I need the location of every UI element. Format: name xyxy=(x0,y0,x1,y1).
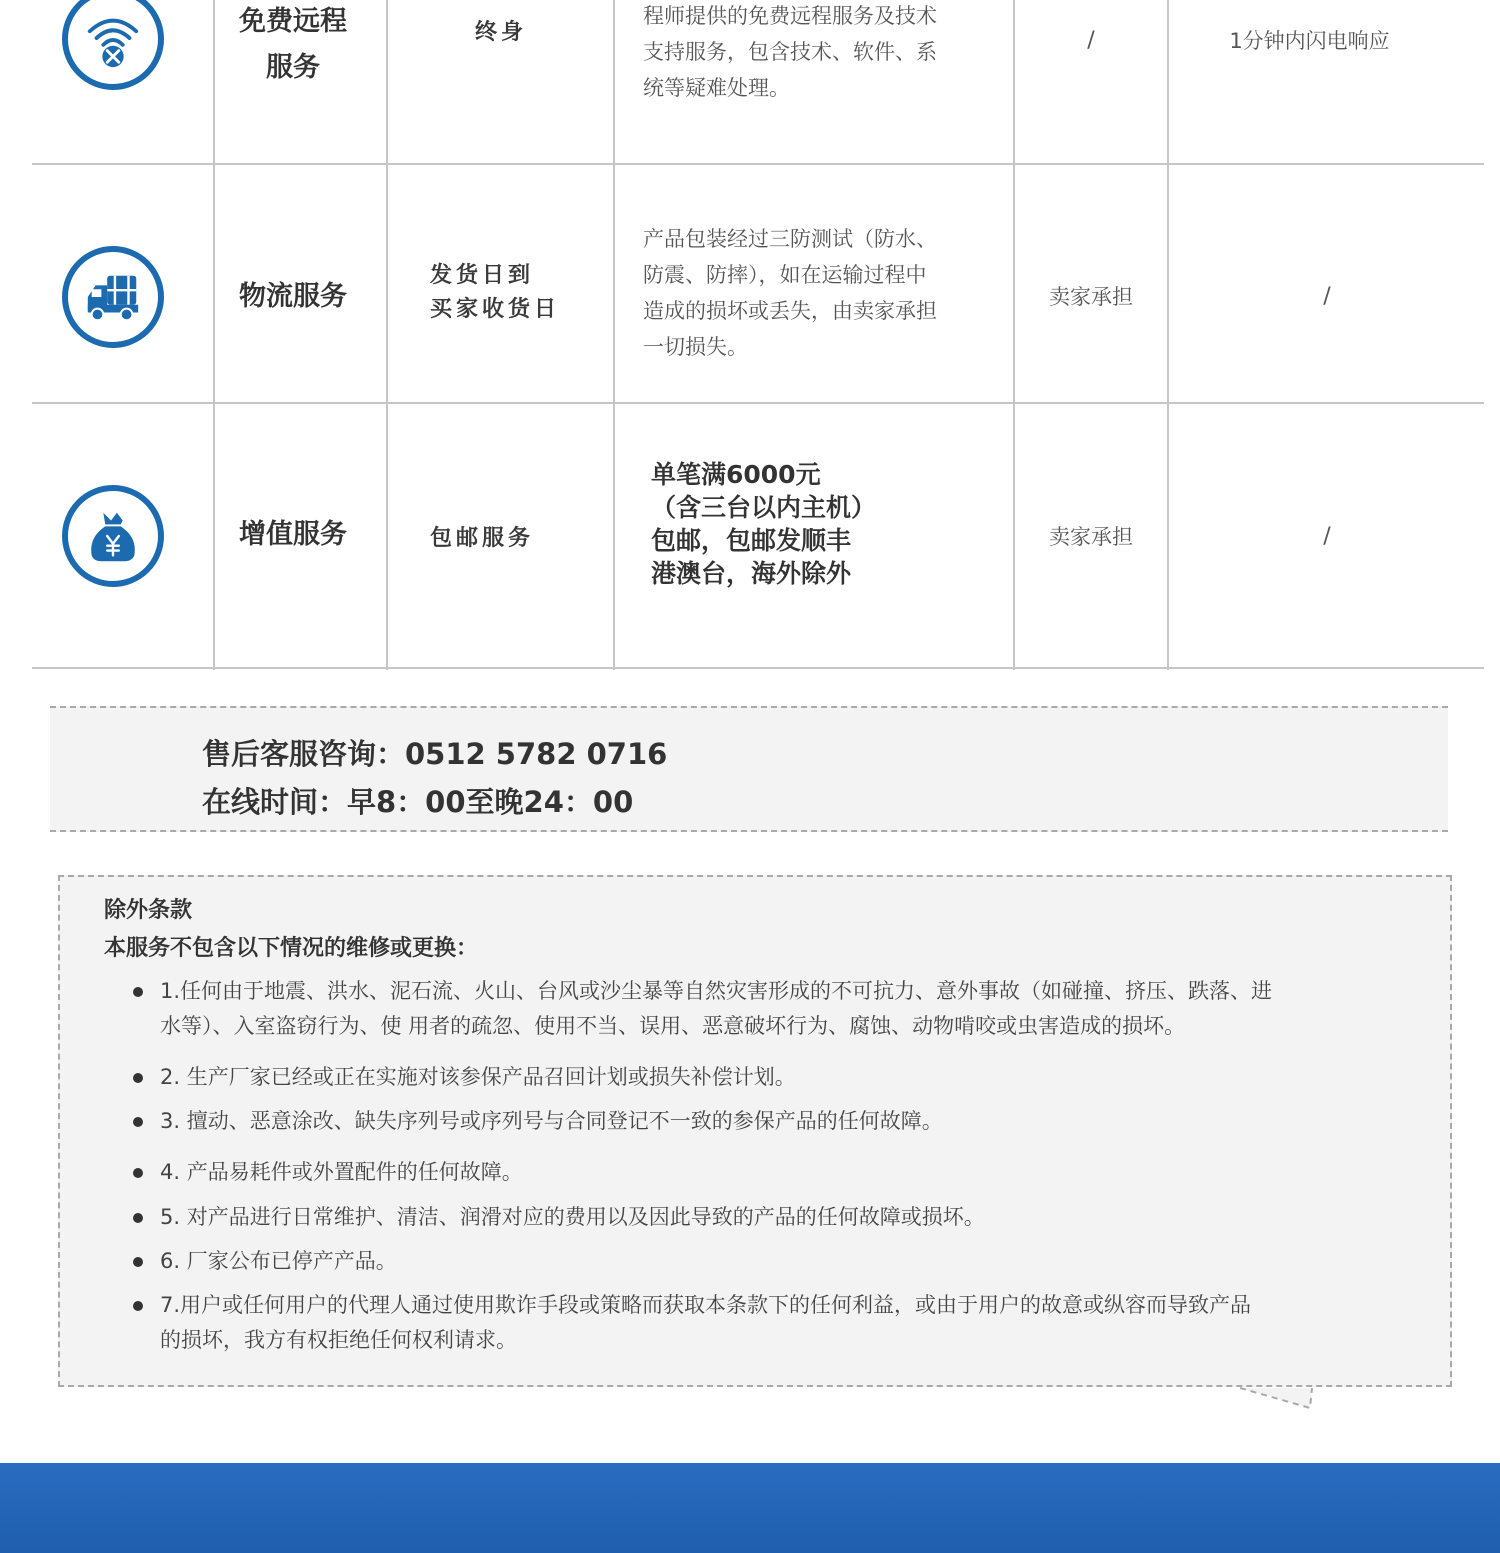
service-cost: 卖家承担 xyxy=(1049,525,1133,549)
speech-tail xyxy=(1240,1380,1320,1410)
list-item: 2. 生产厂家已经或正在实施对该参保产品召回计划或损失补偿计划。 xyxy=(160,1060,1420,1095)
service-description: 产品包装经过三防测试（防水、 防震、防摔），如在运输过程中 造成的损坏或丢失，由卖家承担 一切损失。 xyxy=(643,227,937,359)
service-period: 发货日到 买家收货日 xyxy=(430,262,561,322)
hotline-hours: 在线时间：早8：00至晚24：00 xyxy=(202,785,634,819)
list-item: 3. 擅动、恶意涂改、缺失序列号或序列号与合同登记不一致的参保产品的任何故障。 xyxy=(160,1104,1420,1139)
service-cost: 卖家承担 xyxy=(1049,285,1133,309)
footer-band xyxy=(0,1463,1500,1553)
delivery-truck-icon xyxy=(62,246,164,348)
list-item: 4. 产品易耗件或外置配件的任何故障。 xyxy=(160,1155,1420,1190)
bullet-icon xyxy=(133,1117,143,1127)
service-response: / xyxy=(1323,283,1331,309)
column-divider xyxy=(1167,0,1169,670)
service-period: 包邮服务 xyxy=(430,525,535,551)
list-item: 6. 厂家公布已停产产品。 xyxy=(160,1244,1420,1279)
service-description: 程师提供的免费远程服务及技术 支持服务，包含技术、软件、系 统等疑难处理。 xyxy=(643,4,937,100)
service-response: / xyxy=(1323,523,1331,549)
bullet-icon xyxy=(133,1213,143,1223)
column-divider xyxy=(213,0,215,670)
column-divider xyxy=(1013,0,1015,670)
row-divider xyxy=(32,667,1484,669)
service-period: 终身 xyxy=(474,19,527,45)
service-cost: / xyxy=(1087,27,1095,53)
exclusions-intro: 本服务不包含以下情况的维修或更换： xyxy=(104,936,479,961)
list-item: 7.用户或任何用户的代理人通过使用欺诈手段或策略而获取本条款下的任何利益，或由于用户的故意或纵容而导致产品 的损坏，我方有权拒绝任何权利请求。 xyxy=(160,1288,1420,1358)
service-name: 免费远程 服务 xyxy=(239,6,347,83)
bullet-icon xyxy=(133,1073,143,1083)
bullet-icon xyxy=(133,1257,143,1267)
column-divider xyxy=(386,0,388,670)
row-divider xyxy=(32,163,1484,165)
list-item: 5. 对产品进行日常维护、清洁、润滑对应的费用以及因此导致的产品的任何故障或损坏。 xyxy=(160,1200,1420,1235)
hotline-box xyxy=(50,706,1448,832)
service-name: 物流服务 xyxy=(239,281,347,312)
list-item: 1.任何由于地震、洪水、泥石流、火山、台风或沙尘暴等自然灾害形成的不可抗力、意外事故（如碰撞、挤压、跌落、进 水等）、入室盗窃行为、使 用者的疏忽、使用不当、误用、恶意破坏行为、腐蚀、动物啃咬或虫害造成的损坏。 xyxy=(160,974,1420,1044)
service-name: 增值服务 xyxy=(239,519,347,550)
bullet-icon xyxy=(133,1301,143,1311)
service-description: 单笔满6000元 （含三台以内主机） 包邮，包邮发顺丰 港澳台，海外除外 xyxy=(651,460,877,588)
row-divider xyxy=(32,402,1484,404)
service-response: 1分钟内闪电响应 xyxy=(1229,29,1390,53)
money-bag-icon xyxy=(62,485,164,587)
bullet-icon xyxy=(133,1168,143,1178)
hotline-phone: 售后客服咨询：0512 5782 0716 xyxy=(202,737,668,771)
exclusions-title: 除外条款 xyxy=(104,898,193,923)
exclusions-box xyxy=(58,875,1452,1387)
bullet-icon xyxy=(133,987,143,997)
